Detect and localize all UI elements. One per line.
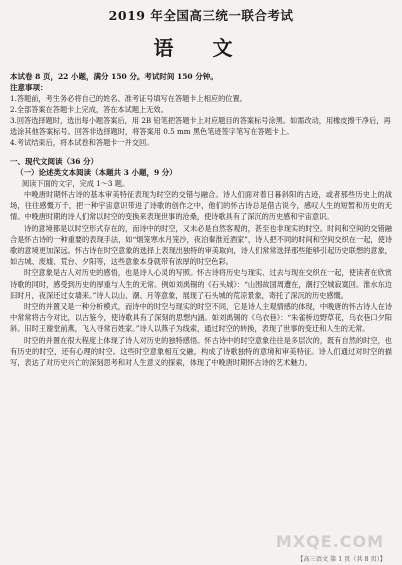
notes-heading: 注意事项： — [10, 83, 48, 92]
section-heading: 一、现代文阅读（36 分） — [10, 157, 99, 166]
note-item: 4.考试结束后，将本试卷和答题卡一并交回。 — [10, 138, 154, 147]
note-item: 3.回答选择题时，选出每小题答案后，用 2B 铅笔把答题卡上对应题目的答案标号涂黑。如需改动，用橡皮擦干净后，再选涂其他答案标号。回答非选择题时，将答案用 0.5 mm 黑色笔迹签字笔写在答题卡上。 — [10, 116, 391, 136]
exam-info: 本试卷 8 页，22 小题，满分 150 分。考试时间 150 分钟。 — [10, 72, 218, 81]
reading-instruction: 阅读下面的文字，完成 1～3 题。 — [22, 179, 130, 188]
passage-paragraph: 诗的意境都是以时空形式存在的，而诗中的时空，又未必是自然客观的，甚至也非现实的时空。时间和空间的交错融合是怀古诗的一种重要的表现手法，如“烟笼寒水月笼沙，夜泊秦淮近酒家”，诗人把不同的时间和空间交织在一起，使诗歌的意境更加深远。怀古诗在时空意象的选择上表现出独特的审美取向，诗人们常常选择那些能够引起历史联想的意象，如古城、废墟、荒台、夕阳等，这些意象本身就带有浓厚的时空色彩。 — [10, 223, 392, 267]
site-watermark: MXQE.COM — [275, 532, 384, 551]
note-item: 2.全部答案在答题卡上完成，答在本试题上无效。 — [10, 105, 168, 114]
passage-paragraph: 时空意象是古人对历史的感悟，也是诗人心灵的写照。怀古诗将历史与现实、过去与现在交织在一起，使读者在欣赏诗歌的同时，感受到历史的厚重与人生的无常。例如刘禹锡的《石头城》：“山围故国周遭在，潮打空城寂寞回。淮水东边旧时月，夜深还过女墙来。”诗人以山、潮、月等意象，展现了石头城的荒凉景象，寄托了深沉的历史感慨。 — [10, 268, 392, 300]
exam-title: 2019 年全国高三统一联合考试 — [108, 8, 294, 23]
passage-paragraph: 时空的并置在很大程度上体现了诗人对历史的独特感悟。怀古诗中的时空意象往往是多层次的，既有自然的时空，也有历史的时空，还有心理的时空。这些时空意象相互交融，构成了诗歌独特的意境和审美特征。诗人们通过对时空的描写，表达了对历史兴亡的深刻思考和对人生意义的探索，体现了中晚唐时期怀古诗的艺术魅力。 — [10, 335, 392, 368]
note-item: 1.答题前，考生务必将自己的姓名、准考证号填写在答题卡上相应的位置。 — [10, 94, 247, 103]
subsection-heading: （一）论述类文本阅读（本题共 3 小题，9 分） — [16, 168, 177, 177]
page-footer: 【高三语文 第 1 页（共 8 页）】 — [297, 556, 386, 563]
passage-paragraph: 时空的并置又是一种分析模式，而诗中的时空与现实的时空不同，它是诗人主观情感的体现，中晚唐的怀古诗人在诗中常常将古今对比，以古鉴今，使诗歌具有了深刻的思想内涵。如刘禹锡的《乌衣巷》：“朱雀桥边野草花，乌衣巷口夕阳斜。旧时王谢堂前燕，飞入寻常百姓家。”诗人以燕子为线索，通过时空的转换，表现了世事的变迁和人生的无常。 — [10, 302, 392, 334]
subject-title: 语 文 — [153, 36, 249, 60]
passage-paragraph: 中晚唐时期怀古诗的基本审美特征表现为时空的交错与融合。诗人们面对着日暮斜阳的古迹，或者那些历史上的战场，往往感慨万千，把一种宇宙意识带进了诗歌的创作之中，他们的怀古诗总是借古说今，感叹人生的短暂和历史的无情。中晚唐时期的诗人们常以时空的变换来表现世事的沧桑，使诗歌具有了深沉的历史感和宇宙意识。 — [10, 190, 392, 222]
